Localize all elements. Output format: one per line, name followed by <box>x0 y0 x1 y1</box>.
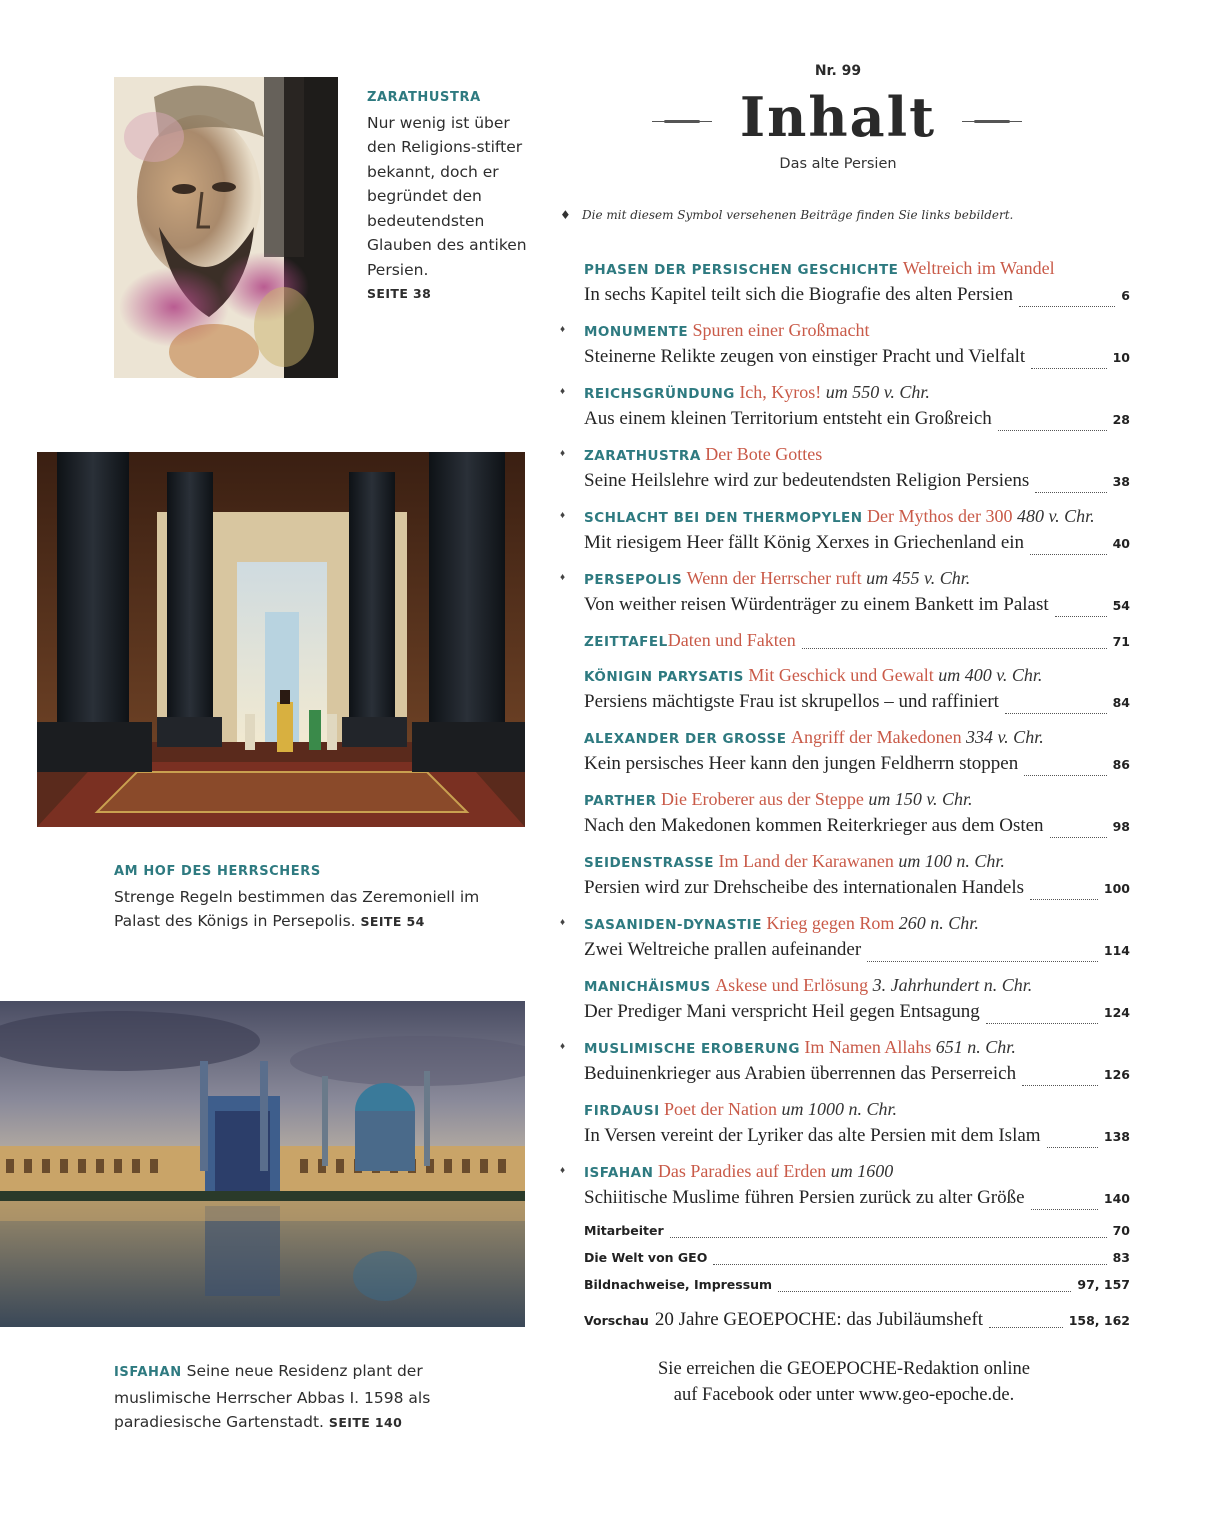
toc-title: Poet der Nation <box>664 1099 778 1119</box>
dot-leader <box>1005 713 1107 714</box>
toc-entry-header <box>558 1161 1130 1187</box>
caption-zarathustra <box>367 86 532 307</box>
dot-leader <box>1055 616 1107 617</box>
caption-heading: AM HOF DES HERRSCHERS <box>114 864 321 879</box>
caption-text: Strenge Regeln bestimmen das Zeremoniell im Palast des Königs in Persepolis. <box>114 887 480 930</box>
page-number: 54 <box>1112 598 1130 613</box>
dot-leader <box>867 961 1098 962</box>
diamond-icon: ♦ <box>560 572 566 583</box>
page-number: 124 <box>1103 1005 1130 1020</box>
page-number: 40 <box>1112 536 1130 551</box>
page-number: 140 <box>1103 1191 1130 1206</box>
misc-entry-welt-von-geo[interactable] <box>584 1250 1130 1272</box>
toc-date: um 550 v. Chr. <box>825 382 930 402</box>
issue-number: Nr. 99 <box>814 63 862 79</box>
toc-entry-description <box>558 877 1130 907</box>
dot-leader <box>1050 837 1107 838</box>
page-number: 28 <box>1112 412 1130 427</box>
toc-entry-header <box>558 913 1130 939</box>
dot-leader <box>1031 1209 1098 1210</box>
toc-title: Mit Geschick und Gewalt <box>748 665 934 685</box>
toc-keyword: SCHLACHT BEI DEN THERMOPYLEN <box>584 510 863 526</box>
toc-entry-description <box>558 1125 1130 1155</box>
toc-entry-header <box>558 975 1130 1001</box>
page-number: 126 <box>1103 1067 1130 1082</box>
toc-keyword: MONUMENTE <box>584 324 689 340</box>
toc-entry-header <box>558 851 1130 877</box>
diamond-icon: ♦ <box>560 1041 566 1052</box>
toc-entry-description <box>558 1187 1130 1217</box>
toc-keyword: ISFAHAN <box>584 1165 654 1181</box>
dot-leader <box>1047 1147 1098 1148</box>
toc-date: um 1600 <box>830 1161 894 1181</box>
toc-entry[interactable] <box>558 382 1130 438</box>
toc-entry[interactable] <box>558 913 1130 969</box>
toc-title: Das Paradies auf Erden <box>657 1161 827 1181</box>
toc-keyword: MANICHÄISMUS <box>584 979 711 995</box>
toc-entry-header <box>558 727 1130 753</box>
toc-date: 3. Jahrhundert n. Chr. <box>872 975 1033 995</box>
misc-text: 20 Jahre GEOEPOCHE: das Jubiläumsheft <box>654 1309 984 1330</box>
page-number: 38 <box>1112 474 1130 489</box>
page-number: 97, 157 <box>1077 1277 1130 1292</box>
dot-leader <box>1022 1085 1098 1086</box>
toc-entry[interactable] <box>558 320 1130 376</box>
toc-keyword: ZEITTAFEL <box>584 634 668 650</box>
toc-description: Aus einem kleinen Territorium entsteht ein Großreich <box>584 408 992 429</box>
toc-entry-description <box>558 753 1130 783</box>
toc-description: Schiitische Muslime führen Persien zurück zu alter Größe <box>584 1187 1025 1208</box>
toc-title: Die Eroberer aus der Steppe <box>660 789 864 809</box>
toc-entry[interactable] <box>558 1099 1130 1155</box>
toc-date: 480 v. Chr. <box>1016 506 1095 526</box>
toc-keyword: PARTHER <box>584 793 657 809</box>
toc-entry-description <box>558 815 1130 845</box>
diamond-icon: ♦ <box>560 386 566 397</box>
diamond-icon: ♦ <box>560 324 566 335</box>
toc-title: Ich, Kyros! <box>739 382 822 402</box>
toc-date: um 150 v. Chr. <box>868 789 973 809</box>
dot-leader <box>670 1237 1107 1238</box>
dot-leader <box>1019 306 1115 307</box>
toc-entry-description <box>558 594 1130 624</box>
toc-entry-header <box>558 258 1130 284</box>
page-number: 138 <box>1103 1129 1130 1144</box>
dot-leader <box>1030 554 1107 555</box>
toc-description: In sechs Kapitel teilt sich die Biografie des alten Persien <box>584 284 1013 305</box>
misc-entry-bildnachweise[interactable] <box>584 1277 1130 1299</box>
toc-title: Krieg gegen Rom <box>766 913 895 933</box>
toc-date: 651 n. Chr. <box>935 1037 1016 1057</box>
toc-entry[interactable] <box>558 665 1130 721</box>
dot-leader <box>986 1023 1098 1024</box>
caption-heading: ISFAHAN <box>114 1365 182 1380</box>
symbol-note <box>560 208 1120 222</box>
toc-entry-header <box>558 506 1130 532</box>
persepolis-palace-image <box>37 452 525 827</box>
toc-entry[interactable] <box>558 727 1130 783</box>
toc-description: Zwei Weltreiche prallen aufeinander <box>584 939 862 960</box>
toc-keyword: KÖNIGIN PARYSATIS <box>584 669 744 685</box>
toc-entry-description <box>558 532 1130 562</box>
toc-keyword: SEIDENSTRASSE <box>584 855 715 871</box>
toc-entry-header <box>558 568 1130 594</box>
caption-page-ref[interactable]: SEITE 38 <box>367 286 432 301</box>
page-number: 158, 162 <box>1068 1313 1130 1328</box>
toc-title: Im Namen Allahs <box>804 1037 932 1057</box>
dot-leader <box>713 1264 1106 1265</box>
page-number: 10 <box>1112 350 1130 365</box>
page-title: Inhalt <box>739 85 937 149</box>
toc-keyword: SASANIDEN-DYNASTIE <box>584 917 762 933</box>
toc-date: um 455 v. Chr. <box>866 568 971 588</box>
dot-leader <box>989 1327 1063 1328</box>
toc-keyword: ZARATHUSTRA <box>584 448 701 464</box>
toc-entry[interactable] <box>558 1037 1130 1093</box>
page-number: 71 <box>1112 634 1130 649</box>
page-number: 114 <box>1103 943 1130 958</box>
toc-keyword: PHASEN DER PERSISCHEN GESCHICHTE <box>584 262 899 278</box>
isfahan-mosque-image <box>0 1001 525 1327</box>
page-number: 84 <box>1112 695 1130 710</box>
misc-entry-vorschau[interactable] <box>584 1309 1130 1335</box>
toc-entry[interactable] <box>558 568 1130 624</box>
toc-description: Nach den Makedonen kommen Reiterkrieger aus dem Osten <box>584 815 1044 836</box>
toc-keyword: FIRDAUSI <box>584 1103 660 1119</box>
page-number: 86 <box>1112 757 1130 772</box>
caption-text: Seine neue Residenz plant der muslimische Herrscher Abbas I. 1598 als paradiesische Gartenstadt. <box>114 1362 431 1431</box>
page-number: 98 <box>1112 819 1130 834</box>
toc-entry[interactable] <box>558 1161 1130 1217</box>
title-ornament-right <box>962 120 1022 123</box>
page-number: 100 <box>1103 881 1130 896</box>
caption-page-ref[interactable]: SEITE 54 <box>360 914 425 929</box>
toc-description: Persien wird zur Drehscheibe des internationalen Handels <box>584 877 1025 898</box>
toc-title: Im Land der Karawanen <box>718 851 894 871</box>
toc-entry-description <box>558 346 1130 376</box>
toc-description: Mit riesigem Heer fällt König Xerxes in Griechenland ein <box>584 532 1025 553</box>
dot-leader <box>1024 775 1106 776</box>
toc-entry-header <box>558 320 1130 346</box>
caption-am-hof <box>114 860 514 935</box>
toc-entry-description <box>558 408 1130 438</box>
toc-title: Daten und Fakten <box>667 630 796 650</box>
toc-title: Angriff der Makedonen <box>790 727 962 747</box>
toc-keyword: ALEXANDER DER GROSSE <box>584 731 787 747</box>
dot-leader <box>1035 492 1106 493</box>
misc-label: Bildnachweise, Impressum <box>584 1277 773 1292</box>
toc-description: Der Prediger Mani verspricht Heil gegen Entsagung <box>584 1001 980 1022</box>
toc-entry-header <box>558 665 1130 691</box>
diamond-icon: ♦ <box>560 917 566 928</box>
toc-description: Kein persisches Heer kann den jungen Feldherrn stoppen <box>584 753 1019 774</box>
toc-description: Beduinenkrieger aus Arabien überrennen das Perserreich <box>584 1063 1017 1084</box>
toc-entry[interactable] <box>558 975 1130 1031</box>
dot-leader <box>778 1291 1071 1292</box>
toc-description: Steinerne Relikte zeugen von einstiger Pracht und Vielfalt <box>584 346 1026 367</box>
toc-title: Spuren einer Großmacht <box>692 320 870 340</box>
toc-title: Wenn der Herrscher ruft <box>686 568 862 588</box>
online-note <box>590 1356 1098 1408</box>
misc-label: Die Welt von GEO <box>584 1250 708 1265</box>
toc-entry-description <box>558 1063 1130 1093</box>
toc-date: 260 n. Chr. <box>898 913 979 933</box>
page-number: 70 <box>1112 1223 1130 1238</box>
toc-title: Der Bote Gottes <box>705 444 823 464</box>
toc-title: Askese und Erlösung <box>715 975 869 995</box>
online-note-line1: Sie erreichen die GEOEPOCHE-Redaktion online <box>658 1359 1030 1379</box>
toc-title: Der Mythos der 300 <box>867 506 1013 526</box>
toc-entry-header <box>558 382 1130 408</box>
dot-leader <box>998 430 1107 431</box>
dot-leader <box>1030 899 1098 900</box>
symbol-note-text: Die mit diesem Symbol versehenen Beiträge finden Sie links bebildert. <box>582 208 1014 222</box>
toc-entry[interactable] <box>558 258 1130 314</box>
toc-description: Von weither reisen Würdenträger zu einem Bankett im Palast <box>584 594 1049 615</box>
page-number: 83 <box>1112 1250 1130 1265</box>
page-number: 6 <box>1121 288 1130 303</box>
dot-leader <box>1031 368 1106 369</box>
toc-description: Persiens mächtigste Frau ist skrupellos – und raffiniert <box>584 691 999 712</box>
toc-entry-description <box>558 691 1130 721</box>
toc-entry-description <box>558 284 1130 314</box>
toc-date: um 1000 n. Chr. <box>781 1099 897 1119</box>
toc-entry-header <box>558 630 1130 656</box>
toc-entry-header <box>558 1099 1130 1125</box>
toc-entry-description <box>558 1001 1130 1031</box>
zarathustra-illustration <box>114 77 338 378</box>
diamond-icon: ♦ <box>560 448 566 459</box>
caption-page-ref[interactable]: SEITE 140 <box>328 1415 403 1430</box>
caption-isfahan <box>114 1359 474 1436</box>
misc-entry-mitarbeiter[interactable] <box>584 1223 1130 1245</box>
toc-keyword: REICHSGRÜNDUNG <box>584 386 735 402</box>
caption-text: Nur wenig ist über den Religions-stifter bekannt, doch er begründet den bedeutendsten Glauben des antiken Persien. <box>367 113 527 279</box>
toc-title: Weltreich im Wandel <box>902 258 1055 278</box>
dot-leader <box>802 648 1107 649</box>
toc-keyword: PERSEPOLIS <box>584 572 683 588</box>
diamond-icon: ♦ <box>560 1165 566 1176</box>
page-subtitle: Das alte Persien <box>779 156 897 172</box>
toc-entry-description <box>558 939 1130 969</box>
toc-date: um 400 v. Chr. <box>938 665 1043 685</box>
toc-entry[interactable] <box>558 630 1130 656</box>
toc-description: Seine Heilslehre wird zur bedeutendsten Religion Persiens <box>584 470 1030 491</box>
toc-date: um 100 n. Chr. <box>898 851 1005 871</box>
toc-description: In Versen vereint der Lyriker das alte Persien mit dem Islam <box>584 1125 1041 1146</box>
toc-keyword: MUSLIMISCHE EROBERUNG <box>584 1041 800 1057</box>
toc-entry-header <box>558 1037 1130 1063</box>
toc-entry-description <box>558 470 1130 500</box>
toc-entry[interactable] <box>558 506 1130 562</box>
toc-entry-header <box>558 789 1130 815</box>
diamond-icon: ♦ <box>560 208 571 222</box>
misc-label: Vorschau <box>584 1313 649 1328</box>
toc-entry-header <box>558 444 1130 470</box>
toc-date: 334 v. Chr. <box>966 727 1044 747</box>
toc-entry[interactable] <box>558 789 1130 845</box>
toc-entry[interactable] <box>558 444 1130 500</box>
diamond-icon: ♦ <box>560 510 566 521</box>
misc-label: Mitarbeiter <box>584 1223 664 1238</box>
toc-entry[interactable] <box>558 851 1130 907</box>
caption-heading: ZARATHUSTRA <box>367 90 481 105</box>
online-note-line2[interactable]: auf Facebook oder unter www.geo-epoche.de. <box>673 1385 1015 1405</box>
